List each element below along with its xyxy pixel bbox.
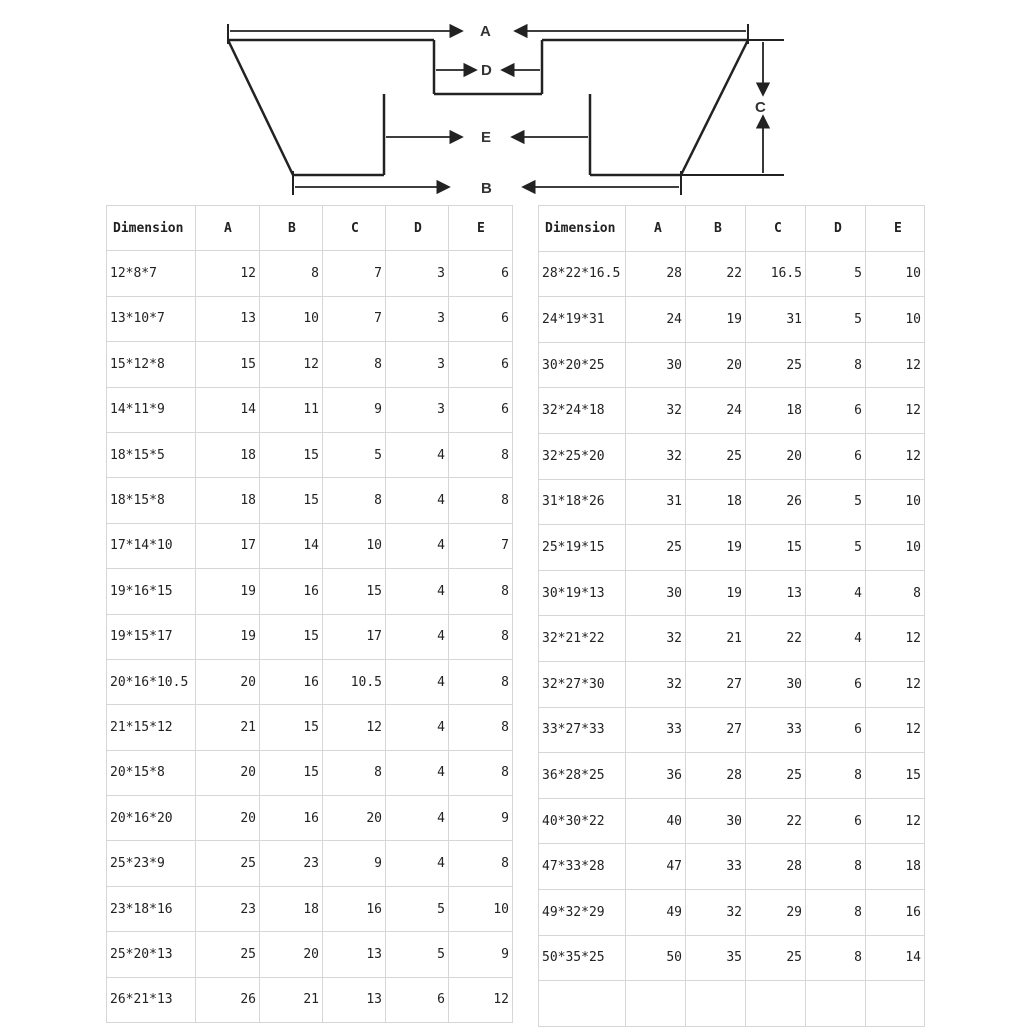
dimension-cell: 32*27*30: [539, 661, 626, 707]
value-cell-e: 18: [866, 844, 925, 890]
value-cell-a: 50: [626, 935, 686, 981]
table-row: [539, 616, 925, 662]
value-cell-e: 10: [866, 479, 925, 525]
dimension-cell: 23*18*16: [107, 886, 196, 931]
value-cell-c: 22: [746, 616, 806, 662]
value-cell-b: 19: [686, 297, 746, 343]
value-cell-a: 14: [196, 387, 260, 432]
header-a: A: [626, 206, 686, 252]
value-cell-b: 28: [686, 753, 746, 799]
value-cell-e: 6: [449, 251, 513, 296]
value-cell-d: 6: [806, 388, 866, 434]
value-cell-a: 36: [626, 753, 686, 799]
dimension-cell: 15*12*8: [107, 342, 196, 387]
value-cell-a: 25: [196, 932, 260, 977]
value-cell-a: 20: [196, 796, 260, 841]
value-cell-d: 6: [806, 707, 866, 753]
dimension-cell: 31*18*26: [539, 479, 626, 525]
value-cell-b: 35: [686, 935, 746, 981]
value-cell-b: 15: [260, 614, 323, 659]
part-body-fill: [228, 40, 434, 175]
value-cell-c: 8: [323, 478, 386, 523]
dimension-cell: 32*24*18: [539, 388, 626, 434]
dimension-cell: 47*33*28: [539, 844, 626, 890]
table-row: [539, 342, 925, 388]
dimension-cell: 19*15*17: [107, 614, 196, 659]
dimension-cell: 36*28*25: [539, 753, 626, 799]
empty-cell: [746, 981, 806, 1027]
value-cell-e: 6: [449, 296, 513, 341]
empty-cell: [539, 981, 626, 1027]
value-cell-b: 8: [260, 251, 323, 296]
value-cell-a: 20: [196, 750, 260, 795]
header-e: E: [866, 206, 925, 252]
value-cell-e: 8: [449, 432, 513, 477]
value-cell-a: 20: [196, 659, 260, 704]
value-cell-d: 5: [386, 932, 449, 977]
value-cell-d: 3: [386, 387, 449, 432]
value-cell-d: 3: [386, 296, 449, 341]
dimension-cell: 13*10*7: [107, 296, 196, 341]
value-cell-e: 12: [866, 707, 925, 753]
value-cell-c: 16.5: [746, 251, 806, 297]
value-cell-c: 17: [323, 614, 386, 659]
value-cell-d: 4: [386, 750, 449, 795]
table-row: [107, 251, 513, 296]
dimension-cell: 20*16*10.5: [107, 659, 196, 704]
value-cell-d: 6: [806, 433, 866, 479]
value-cell-b: 18: [686, 479, 746, 525]
value-cell-d: 4: [386, 432, 449, 477]
value-cell-b: 16: [260, 659, 323, 704]
table-row: [539, 570, 925, 616]
value-cell-b: 21: [686, 616, 746, 662]
value-cell-a: 47: [626, 844, 686, 890]
value-cell-d: 5: [386, 886, 449, 931]
value-cell-c: 25: [746, 753, 806, 799]
dimension-cell: 33*27*33: [539, 707, 626, 753]
value-cell-c: 7: [323, 251, 386, 296]
table-row: [539, 661, 925, 707]
value-cell-e: 10: [866, 251, 925, 297]
dimension-cell: 30*19*13: [539, 570, 626, 616]
value-cell-e: 8: [449, 478, 513, 523]
empty-cell: [686, 981, 746, 1027]
header-a: A: [196, 206, 260, 251]
value-cell-c: 5: [323, 432, 386, 477]
value-cell-c: 9: [323, 841, 386, 886]
value-cell-a: 13: [196, 296, 260, 341]
value-cell-a: 33: [626, 707, 686, 753]
header-dimension: Dimension: [539, 206, 626, 252]
value-cell-c: 9: [323, 387, 386, 432]
value-cell-c: 25: [746, 935, 806, 981]
value-cell-d: 6: [806, 661, 866, 707]
dimension-cell: 21*15*12: [107, 705, 196, 750]
value-cell-b: 20: [686, 342, 746, 388]
value-cell-a: 18: [196, 478, 260, 523]
dimension-cell: 28*22*16.5: [539, 251, 626, 297]
value-cell-c: 13: [323, 932, 386, 977]
table-row: [539, 297, 925, 343]
value-cell-e: 12: [866, 616, 925, 662]
value-cell-b: 24: [686, 388, 746, 434]
value-cell-a: 30: [626, 342, 686, 388]
value-cell-e: 8: [449, 841, 513, 886]
value-cell-b: 16: [260, 796, 323, 841]
value-cell-a: 19: [196, 569, 260, 614]
value-cell-d: 5: [806, 297, 866, 343]
value-cell-d: 3: [386, 342, 449, 387]
value-cell-b: 27: [686, 661, 746, 707]
table-row: [107, 750, 513, 795]
label-b: B: [481, 180, 492, 197]
table-row: [539, 707, 925, 753]
value-cell-e: 8: [449, 705, 513, 750]
value-cell-d: 8: [806, 753, 866, 799]
header-e: E: [449, 206, 513, 251]
value-cell-b: 14: [260, 523, 323, 568]
table-row: [107, 796, 513, 841]
label-d: D: [481, 62, 492, 79]
table-row: [107, 705, 513, 750]
dimension-cell: 24*19*31: [539, 297, 626, 343]
empty-row: [539, 981, 925, 1027]
table-row: [539, 388, 925, 434]
value-cell-e: 7: [449, 523, 513, 568]
label-c: C: [755, 99, 766, 116]
value-cell-e: 6: [449, 342, 513, 387]
value-cell-a: 40: [626, 798, 686, 844]
dimension-cell: 30*20*25: [539, 342, 626, 388]
dimension-cell: 26*21*13: [107, 977, 196, 1022]
table-row: [539, 525, 925, 571]
label-e: E: [481, 129, 492, 146]
table-row: [107, 932, 513, 977]
value-cell-e: 8: [866, 570, 925, 616]
table-row: [107, 977, 513, 1022]
value-cell-b: 15: [260, 750, 323, 795]
value-cell-c: 29: [746, 889, 806, 935]
header-d: D: [806, 206, 866, 252]
value-cell-e: 10: [866, 525, 925, 571]
value-cell-e: 8: [449, 569, 513, 614]
dimension-cell: 40*30*22: [539, 798, 626, 844]
value-cell-d: 8: [806, 844, 866, 890]
value-cell-d: 6: [386, 977, 449, 1022]
value-cell-c: 13: [323, 977, 386, 1022]
value-cell-d: 4: [386, 705, 449, 750]
header-b: B: [686, 206, 746, 252]
dimension-cell: 25*19*15: [539, 525, 626, 571]
value-cell-b: 16: [260, 569, 323, 614]
table-row: [107, 886, 513, 931]
value-cell-c: 18: [746, 388, 806, 434]
value-cell-e: 15: [866, 753, 925, 799]
value-cell-e: 16: [866, 889, 925, 935]
value-cell-e: 12: [866, 433, 925, 479]
dimension-cell: 12*8*7: [107, 251, 196, 296]
value-cell-c: 20: [323, 796, 386, 841]
value-cell-d: 4: [386, 841, 449, 886]
value-cell-a: 17: [196, 523, 260, 568]
value-cell-e: 12: [449, 977, 513, 1022]
value-cell-d: 4: [386, 523, 449, 568]
value-cell-d: 4: [386, 796, 449, 841]
value-cell-c: 30: [746, 661, 806, 707]
table-row: [539, 798, 925, 844]
table-row: [107, 387, 513, 432]
dimension-cell: 32*25*20: [539, 433, 626, 479]
table-row: [107, 478, 513, 523]
value-cell-e: 8: [449, 614, 513, 659]
value-cell-b: 11: [260, 387, 323, 432]
value-cell-a: 30: [626, 570, 686, 616]
value-cell-e: 12: [866, 342, 925, 388]
value-cell-e: 9: [449, 796, 513, 841]
dimension-cell: 14*11*9: [107, 387, 196, 432]
table-row: [107, 659, 513, 704]
value-cell-b: 12: [260, 342, 323, 387]
dimension-cell: 18*15*5: [107, 432, 196, 477]
value-cell-c: 10: [323, 523, 386, 568]
empty-cell: [626, 981, 686, 1027]
value-cell-e: 14: [866, 935, 925, 981]
dimension-table-right: [538, 205, 925, 1027]
value-cell-b: 15: [260, 478, 323, 523]
value-cell-a: 32: [626, 616, 686, 662]
value-cell-a: 26: [196, 977, 260, 1022]
value-cell-a: 21: [196, 705, 260, 750]
value-cell-a: 15: [196, 342, 260, 387]
value-cell-c: 15: [746, 525, 806, 571]
table-row: [539, 753, 925, 799]
value-cell-b: 30: [686, 798, 746, 844]
value-cell-a: 23: [196, 886, 260, 931]
value-cell-a: 25: [626, 525, 686, 571]
empty-cell: [806, 981, 866, 1027]
value-cell-c: 12: [323, 705, 386, 750]
value-cell-a: 19: [196, 614, 260, 659]
value-cell-d: 4: [386, 478, 449, 523]
dimension-cell: 18*15*8: [107, 478, 196, 523]
value-cell-c: 20: [746, 433, 806, 479]
value-cell-c: 7: [323, 296, 386, 341]
value-cell-c: 31: [746, 297, 806, 343]
value-cell-c: 8: [323, 750, 386, 795]
table-row: [107, 523, 513, 568]
value-cell-b: 23: [260, 841, 323, 886]
value-cell-d: 5: [806, 251, 866, 297]
value-cell-c: 16: [323, 886, 386, 931]
dimension-cell: 25*23*9: [107, 841, 196, 886]
value-cell-b: 15: [260, 432, 323, 477]
table-row: [539, 433, 925, 479]
value-cell-a: 31: [626, 479, 686, 525]
value-cell-b: 21: [260, 977, 323, 1022]
table-row: [539, 889, 925, 935]
part-body-fill-right: [542, 40, 748, 175]
value-cell-d: 6: [806, 798, 866, 844]
value-cell-a: 32: [626, 661, 686, 707]
value-cell-a: 28: [626, 251, 686, 297]
dimension-cell: 50*35*25: [539, 935, 626, 981]
table-row: [539, 935, 925, 981]
table-row: [107, 342, 513, 387]
table-row: [107, 296, 513, 341]
value-cell-d: 8: [806, 889, 866, 935]
value-cell-d: 4: [806, 570, 866, 616]
value-cell-d: 4: [386, 659, 449, 704]
value-cell-c: 22: [746, 798, 806, 844]
dimension-cell: 17*14*10: [107, 523, 196, 568]
value-cell-d: 3: [386, 251, 449, 296]
value-cell-a: 32: [626, 433, 686, 479]
dimension-cell: 19*16*15: [107, 569, 196, 614]
value-cell-c: 28: [746, 844, 806, 890]
value-cell-c: 10.5: [323, 659, 386, 704]
value-cell-c: 25: [746, 342, 806, 388]
value-cell-b: 15: [260, 705, 323, 750]
header-d: D: [386, 206, 449, 251]
value-cell-e: 10: [866, 297, 925, 343]
table-row: [107, 614, 513, 659]
value-cell-e: 8: [449, 659, 513, 704]
value-cell-e: 12: [866, 661, 925, 707]
dimension-table-left: [106, 205, 513, 1023]
value-cell-d: 4: [386, 614, 449, 659]
value-cell-b: 33: [686, 844, 746, 890]
value-cell-e: 12: [866, 798, 925, 844]
header-c: C: [323, 206, 386, 251]
value-cell-c: 15: [323, 569, 386, 614]
empty-cell: [866, 981, 925, 1027]
value-cell-a: 32: [626, 388, 686, 434]
value-cell-d: 8: [806, 935, 866, 981]
value-cell-b: 32: [686, 889, 746, 935]
value-cell-e: 12: [866, 388, 925, 434]
value-cell-a: 18: [196, 432, 260, 477]
value-cell-b: 27: [686, 707, 746, 753]
value-cell-d: 8: [806, 342, 866, 388]
table-row: [107, 841, 513, 886]
value-cell-b: 19: [686, 570, 746, 616]
value-cell-b: 22: [686, 251, 746, 297]
value-cell-c: 13: [746, 570, 806, 616]
header-dimension: Dimension: [107, 206, 196, 251]
table-row: [107, 569, 513, 614]
value-cell-e: 9: [449, 932, 513, 977]
value-cell-c: 33: [746, 707, 806, 753]
value-cell-b: 18: [260, 886, 323, 931]
header-c: C: [746, 206, 806, 252]
table-row: [539, 479, 925, 525]
dimension-diagram: [0, 0, 1024, 205]
value-cell-a: 24: [626, 297, 686, 343]
dimension-cell: 32*21*22: [539, 616, 626, 662]
value-cell-d: 4: [806, 616, 866, 662]
dimension-cell: 49*32*29: [539, 889, 626, 935]
value-cell-b: 10: [260, 296, 323, 341]
dimension-cell: 25*20*13: [107, 932, 196, 977]
value-cell-a: 12: [196, 251, 260, 296]
value-cell-e: 8: [449, 750, 513, 795]
table-header-row: [107, 206, 513, 251]
value-cell-c: 8: [323, 342, 386, 387]
value-cell-d: 5: [806, 479, 866, 525]
dimension-cell: 20*16*20: [107, 796, 196, 841]
value-cell-d: 4: [386, 569, 449, 614]
value-cell-a: 25: [196, 841, 260, 886]
value-cell-c: 26: [746, 479, 806, 525]
value-cell-b: 20: [260, 932, 323, 977]
value-cell-a: 49: [626, 889, 686, 935]
value-cell-d: 5: [806, 525, 866, 571]
label-a: A: [480, 23, 491, 40]
table-row: [539, 251, 925, 297]
header-b: B: [260, 206, 323, 251]
value-cell-e: 10: [449, 886, 513, 931]
value-cell-e: 6: [449, 387, 513, 432]
table-row: [539, 844, 925, 890]
table-header-row: [539, 206, 925, 252]
table-row: [107, 432, 513, 477]
value-cell-b: 19: [686, 525, 746, 571]
value-cell-b: 25: [686, 433, 746, 479]
dimension-cell: 20*15*8: [107, 750, 196, 795]
